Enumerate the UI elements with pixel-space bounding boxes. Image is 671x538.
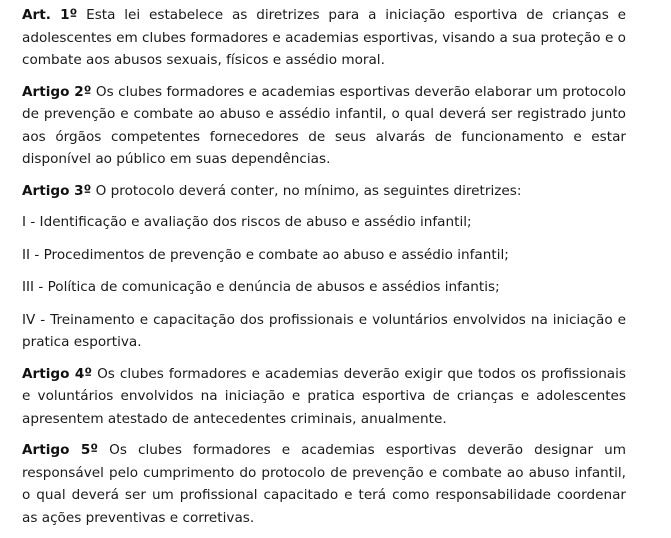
article-1-heading: Art. 1º bbox=[22, 7, 78, 23]
article-3-paragraph bbox=[22, 180, 626, 203]
article-3-item-i-text: I - Identificação e avaliação dos riscos de abuso e assédio infantil; bbox=[22, 214, 472, 230]
document-body bbox=[22, 4, 626, 538]
article-3-item-iii-text: III - Política de comunicação e denúncia de abusos e assédios infantis; bbox=[22, 279, 500, 295]
article-4-text: Os clubes formadores e academias deverão exigir que todos os profissionais e voluntários envolvidos na iniciação e pratica esportiva de crianças e adolescentes apresentem atestado de antecedentes criminais, anualmente. bbox=[22, 365, 626, 427]
article-4-paragraph bbox=[22, 363, 626, 431]
article-2-heading: Artigo 2º bbox=[22, 83, 92, 100]
article-3-item-iv bbox=[22, 309, 626, 354]
article-3-item-iv-text: IV - Treinamento e capacitação dos profissionais e voluntários envolvidos na iniciação e pratica esportiva. bbox=[22, 311, 626, 350]
article-5-text: Os clubes formadores e academias esportivas deverão designar um responsável pelo cumprimento do protocolo de prevenção e combate ao abuso infantil, o qual deverá ser um profissional capacitado e terá como responsabilidade coordenar as ações preventivas e corretivas. bbox=[22, 442, 627, 526]
article-3-item-ii bbox=[22, 244, 626, 267]
article-4-heading: Artigo 4º bbox=[22, 365, 93, 382]
article-3-text: O protocolo deverá conter, no mínimo, as seguintes diretrizes: bbox=[91, 182, 522, 199]
article-3-heading: Artigo 3º bbox=[22, 182, 92, 199]
article-1-text: Esta lei estabelece as diretrizes para a iniciação esportiva de crianças e adolescentes em clubes formadores e academias esportivas, visando a sua proteção e o combate aos abusos sexuais, físicos e assédio moral. bbox=[22, 7, 626, 68]
article-3-item-i bbox=[22, 211, 626, 234]
article-2-paragraph bbox=[22, 81, 626, 171]
article-3-item-ii-text: II - Procedimentos de prevenção e combate ao abuso e assédio infantil; bbox=[22, 246, 509, 263]
article-1-paragraph bbox=[22, 4, 626, 72]
article-2-text: Os clubes formadores e academias esportivas deverão elaborar um protocolo de prevenção e combate ao abuso e assédio infantil, o qual deverá ser registrado junto aos órgãos competentes fornecedores de seus alvarás de funcionamento e estar disponível ao público em suas dependências. bbox=[22, 83, 626, 167]
article-5-heading: Artigo 5º bbox=[22, 442, 99, 458]
article-3-item-iii bbox=[22, 276, 626, 299]
